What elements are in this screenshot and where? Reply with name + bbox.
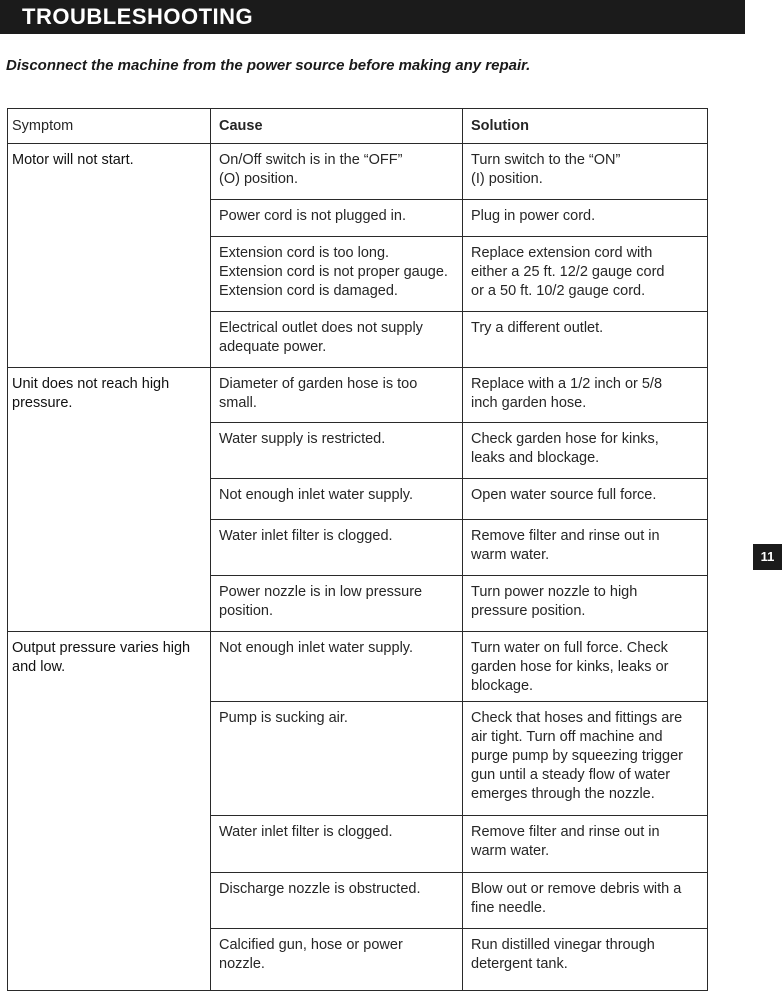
solution-cell: Replace extension cord with either a 25 ft. 12/2 gauge cord or a 50 ft. 10/2 gauge cord. [463, 237, 708, 312]
table-header-row [8, 109, 708, 144]
symptom-pressure: Unit does not reach high pressure. [8, 368, 211, 632]
cause-cell: Water inlet filter is clogged. [211, 520, 463, 576]
solution-cell: Try a different outlet. [463, 312, 708, 368]
cause-cell: Power cord is not plugged in. [211, 200, 463, 237]
cause-cell: Electrical outlet does not supply adequate power. [211, 312, 463, 368]
cause-cell: Discharge nozzle is obstructed. [211, 873, 463, 929]
solution-cell: Remove filter and rinse out in warm water. [463, 520, 708, 576]
cause-cell: Water inlet filter is clogged. [211, 816, 463, 873]
table-row [8, 632, 708, 702]
table-row [8, 368, 708, 423]
header-cause: Cause [211, 109, 463, 144]
cause-cell: Pump is sucking air. [211, 702, 463, 816]
solution-cell: Replace with a 1/2 inch or 5/8 inch garden hose. [463, 368, 708, 423]
solution-cell: Check that hoses and fittings are air tight. Turn off machine and purge pump by squeezing trigger gun until a steady flow of water emerges through the nozzle. [463, 702, 708, 816]
title-bar [0, 0, 745, 34]
solution-cell: Remove filter and rinse out in warm water. [463, 816, 708, 873]
troubleshooting-table [7, 108, 708, 991]
solution-cell: Run distilled vinegar through detergent tank. [463, 929, 708, 991]
cause-cell: Calcified gun, hose or power nozzle. [211, 929, 463, 991]
solution-cell: Check garden hose for kinks, leaks and blockage. [463, 423, 708, 479]
cause-cell: On/Off switch is in the “OFF” (O) position. [211, 144, 463, 200]
cause-cell: Not enough inlet water supply. [211, 479, 463, 520]
cause-cell: Power nozzle is in low pressure position. [211, 576, 463, 632]
header-solution: Solution [463, 109, 708, 144]
solution-cell: Open water source full force. [463, 479, 708, 520]
table-row [8, 144, 708, 200]
solution-cell: Blow out or remove debris with a fine needle. [463, 873, 708, 929]
cause-cell: Water supply is restricted. [211, 423, 463, 479]
solution-cell: Turn power nozzle to high pressure position. [463, 576, 708, 632]
symptom-motor: Motor will not start. [8, 144, 211, 368]
solution-cell: Plug in power cord. [463, 200, 708, 237]
header-symptom: Symptom [8, 109, 211, 144]
cause-cell: Diameter of garden hose is too small. [211, 368, 463, 423]
cause-cell: Not enough inlet water supply. [211, 632, 463, 702]
cause-cell: Extension cord is too long. Extension cord is not proper gauge. Extension cord is damaged. [211, 237, 463, 312]
page-number-tab: 11 [753, 544, 782, 570]
solution-cell: Turn switch to the “ON” (I) position. [463, 144, 708, 200]
safety-warning: Disconnect the machine from the power source before making any repair. [6, 57, 531, 74]
symptom-output: Output pressure varies high and low. [8, 632, 211, 991]
solution-cell: Turn water on full force. Check garden hose for kinks, leaks or blockage. [463, 632, 708, 702]
page-title: TROUBLESHOOTING [22, 4, 254, 29]
